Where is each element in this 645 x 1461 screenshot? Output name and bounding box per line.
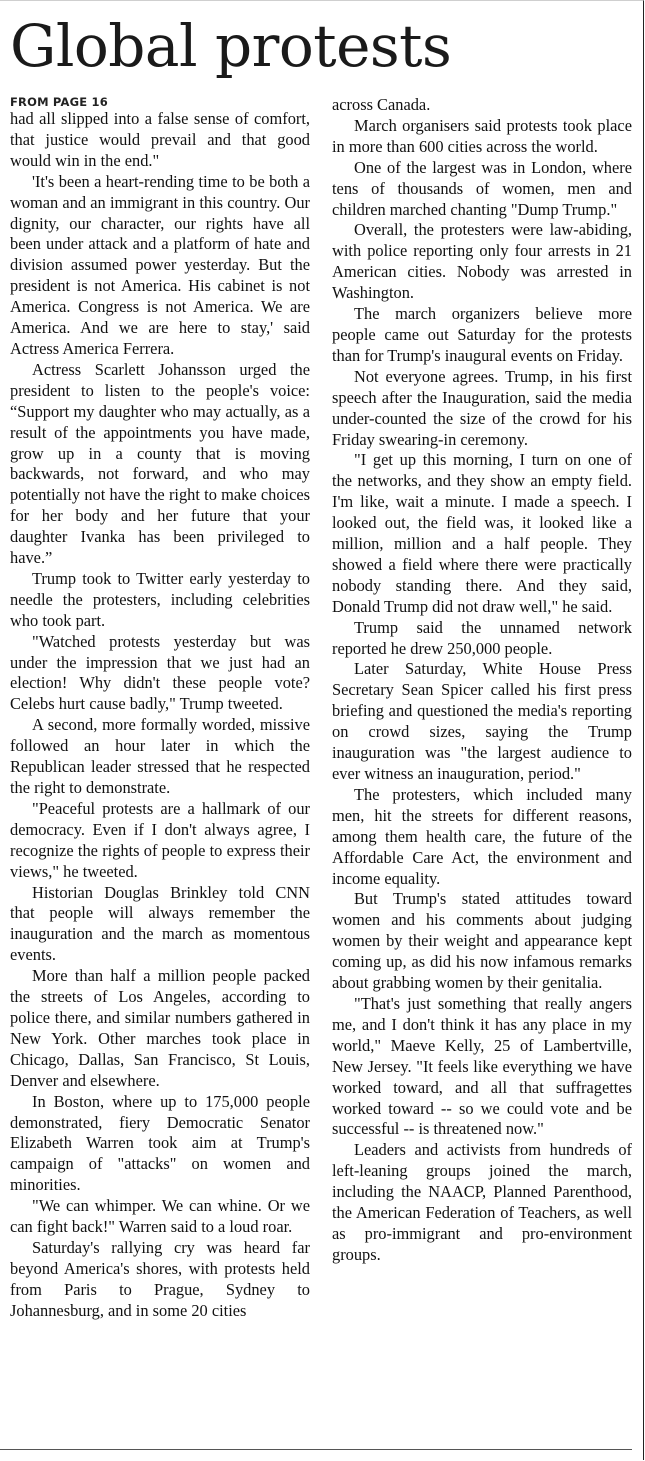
headline: Global protests [10,12,452,80]
paragraph: Trump said the unnamed network reported he drew 250,000 people. [332,617,632,658]
paragraph: Not everyone agrees. Trump, in his first speech after the Inauguration, said the media under-counted the size of the crowd for his Friday swearing-in ceremony. [332,366,632,449]
paragraph: "Watched protests yesterday but was under the impression that we just had an election! Why didn't these people vote? Celebs hurt cause badly," Trump tweeted. [10,631,310,714]
paragraph: "That's just something that really angers me, and I don't think it has any place in my world," Maeve Kelly, 25 of Lambertville, New Jersey. "It feels like everything we have worked toward, and all that suffragettes worked toward -- so we could vote and be successful -- is threatened now." [332,993,632,1139]
paragraph: Historian Douglas Brinkley told CNN that people will always remember the inauguration and the march as momentous events. [10,882,310,965]
bottom-rule [0,1449,632,1450]
paragraph: One of the largest was in London, where tens of thousands of women, men and children marched chanting "Dump Trump." [332,157,632,219]
paragraph: "I get up this morning, I turn on one of the networks, and they show an empty field. I'm like, wait a minute. I made a speech. I looked out, the field was, it looked like a million, million and a half people. They showed a field where there were practically nobody standing there. And they said, Donald Trump did not draw well," he said. [332,450,632,616]
paragraph: March organisers said protests took place in more than 600 cities across the world. [332,115,632,156]
paragraph: Overall, the protesters were law-abiding, with police reporting only four arrests in 21 American cities. Nobody was arrested in Washington. [332,220,632,303]
continuation-label: FROM PAGE 16 [10,95,108,109]
paragraph: across Canada. [332,95,431,114]
right-column [332,95,632,1266]
paragraph: "We can whimper. We can whine. Or we can fight back!" Warren said to a loud roar. [10,1196,310,1237]
paragraph: Saturday's rallying cry was heard far beyond America's shores, with protests held from Paris to Prague, Sydney to Johannesburg, and in some 20 cities [10,1237,310,1320]
paragraph: But Trump's stated attitudes toward women and his comments about judging women by their weight and appearance kept coming up, as did his now infamous remarks about grabbing women by their genitalia. [332,889,632,993]
paragraph: had all slipped into a false sense of comfort, that justice would prevail and that good would win in the end." [10,109,310,170]
paragraph: The march organizers believe more people came out Saturday for the protests than for Trump's inaugural events on Friday. [332,304,632,365]
paragraph: More than half a million people packed the streets of Los Angeles, according to police there, and similar numbers gathered in New York. Other marches took place in Chicago, Dallas, San Francisco, St Louis, Denver and elsewhere. [10,966,310,1090]
paragraph: In Boston, where up to 175,000 people demonstrated, fiery Democratic Senator Elizabeth Warren took aim at Trump's campaign of "attacks" on women and minorities. [10,1091,310,1195]
left-column [10,95,310,1322]
paragraph: Actress Scarlett Johansson urged the president to listen to the people's voice: “Support my daughter who may actually, as a result of the appointments you have made, grow up in a county that is moving backwards, not forward, and who may potentially not have the right to make choices for her body and her future that your daughter Ivanka has been privileged to have.” [10,359,310,568]
paragraph: Later Saturday, White House Press Secretary Sean Spicer called his first press briefing and questioned the media's reporting on crowd sizes, saying the Trump inauguration was "the largest audience to ever witness an inauguration, period." [332,659,632,783]
paragraph: Trump took to Twitter early yesterday to needle the protesters, including celebrities who took part. [10,568,310,630]
paragraph: Leaders and activists from hundreds of left-leaning groups joined the march, including the NAACP, Planned Parenthood, the American Federation of Teachers, as well as pro-immigrant and pro-environment groups. [332,1140,632,1264]
paragraph: "Peaceful protests are a hallmark of our democracy. Even if I don't always agree, I recognize the rights of people to express their views," he tweeted. [10,798,310,881]
paragraph: 'It's been a heart-rending time to be both a woman and an immigrant in this country. Our dignity, our character, our rights have all been under attack and a platform of hate and division assumed power yesterday. But the president is not America. His cabinet is not America. Congress is not America. We are America. And we are here to stay,' said Actress America Ferrera. [10,171,310,358]
paragraph: The protesters, which included many men, hit the streets for different reasons, among them health care, the future of the Affordable Care Act, the environment and income equality. [332,784,632,888]
paragraph: A second, more formally worded, missive followed an hour later in which the Republican leader stressed that he respected the right to demonstrate. [10,715,310,797]
